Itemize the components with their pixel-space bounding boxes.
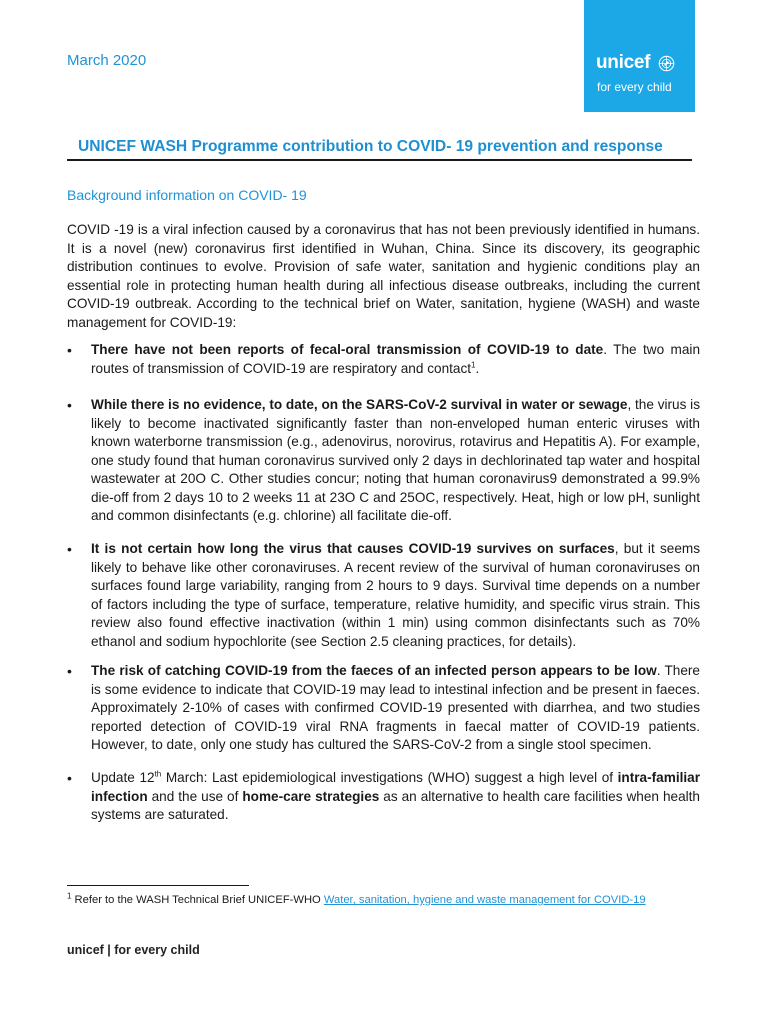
update-text-4: as an alternative to health care facilities when health systems are saturated. [91, 788, 700, 822]
bullet-text [91, 769, 700, 825]
bullet-body: , the virus is likely to become inactivated significantly faster than non-enveloped human enteric viruses with known waterborne transmission (e.g., adenovirus, norovirus, rotavirus and Hepatitis A). For example, one study found that human coronavirus survived only 2 days in dechlorinated tap water and hospital wastewater at 20O C. Other studies concur; noting that human coronavirus9 demonstrated a 99.9% die-off from 2 days 10 to 2 weeks 11 at 23O C and 25OC, respectively. Heat, high or low pH, sunlight and common disinfectants (e.g. chlorine) all facilitate die-off. [91, 397, 700, 523]
footnote [67, 891, 646, 906]
update-text-1: Update 12 [91, 770, 155, 785]
bullet-dot-icon: • [67, 770, 72, 786]
ordinal-suffix: th [154, 769, 162, 779]
update-bold-2: home-care strategies [242, 788, 380, 804]
date: March 2020 [67, 52, 147, 69]
title-divider [67, 159, 692, 161]
intro-paragraph: COVID -19 is a viral infection caused by a coronavirus that has not been previously identified in humans. It is a novel (new) coronavirus first identified in Wuhan, China. Since its discovery, its geographic distribution continues to evolve. Provision of safe water, sanitation and hygienic conditions play an essential role in protecting human health during all infectious disease outbreaks, including the current COVID-19 outbreak. According to the technical brief on Water, sanitation, hygiene (WASH) and waste management for COVID-19: [67, 222, 700, 330]
bullet-dot-icon: • [67, 541, 72, 557]
bullet-text [91, 662, 700, 755]
unicef-emblem-icon [658, 55, 675, 72]
bullet-lead: While there is no evidence, to date, on the SARS-CoV-2 survival in water or sewage [91, 397, 628, 412]
bullet-body: , but it seems likely to behave like other coronaviruses. A recent review of the survival of human coronaviruses on surfaces found large variability, ranging from 2 hours to 9 days. Survival time depends on a number of factors including the type of surface, temperature, relative humidity, and specific virus strain. This review also found effective inactivation (within 1 min) using common disinfectants such as 70% ethanol and sodium hypochlorite (see Section 2.5 cleaning practices, for details). [91, 541, 701, 649]
section-heading: Background information on COVID- 19 [67, 187, 307, 203]
bullet-dot-icon: • [67, 342, 72, 358]
bullet-dot-icon: • [67, 663, 72, 679]
bullet-text [91, 540, 700, 651]
footnote-marker: 1 [67, 891, 72, 901]
footnote-text: Refer to the WASH Technical Brief UNICEF-WHO [71, 894, 324, 906]
bullet-lead: It is not certain how long the virus that causes COVID-19 survives on surfaces [91, 541, 615, 556]
bullet-body: . The two main routes of transmission of COVID-19 are respiratory and contact [91, 342, 701, 376]
logo-wordmark: unicef [596, 52, 651, 73]
footnote-link[interactable]: Water, sanitation, hygiene and waste management for COVID-19 [323, 894, 646, 906]
update-bold-1: intra-familiar infection [91, 770, 700, 804]
bullet-text [91, 396, 700, 526]
bullet-body: . There is some evidence to indicate that COVID-19 may lead to intestinal infection and be present in faeces. Approximately 2-10% of cases with confirmed COVID-19 presented with diarrhea, and two studies reported detection of COVID-19 viral RNA fragments in faecal matter of COVID-19 patients. However, to date, only one study has cultured the SARS-CoV-2 from a single stool specimen. [91, 663, 700, 752]
footnote-divider [67, 885, 249, 886]
update-text-3: and the use of [147, 788, 243, 804]
bullet-dot-icon: • [67, 397, 72, 413]
bullet-text [91, 341, 700, 378]
bullet-lead: There have not been reports of fecal-oral transmission of COVID-19 to date [91, 342, 604, 357]
page-footer: unicef | for every child [67, 943, 200, 957]
bullet-end: . [475, 360, 480, 376]
footnote-ref: 1 [471, 359, 476, 369]
update-text-2: March: Last epidemiological investigations (WHO) suggest a high level of [161, 770, 618, 785]
unicef-logo [584, 0, 695, 112]
bullet-lead: The risk of catching COVID-19 from the faeces of an infected person appears to be low [91, 663, 657, 678]
document-title: UNICEF WASH Programme contribution to COVID- 19 prevention and response [78, 138, 663, 155]
logo-tagline: for every child [597, 80, 672, 94]
